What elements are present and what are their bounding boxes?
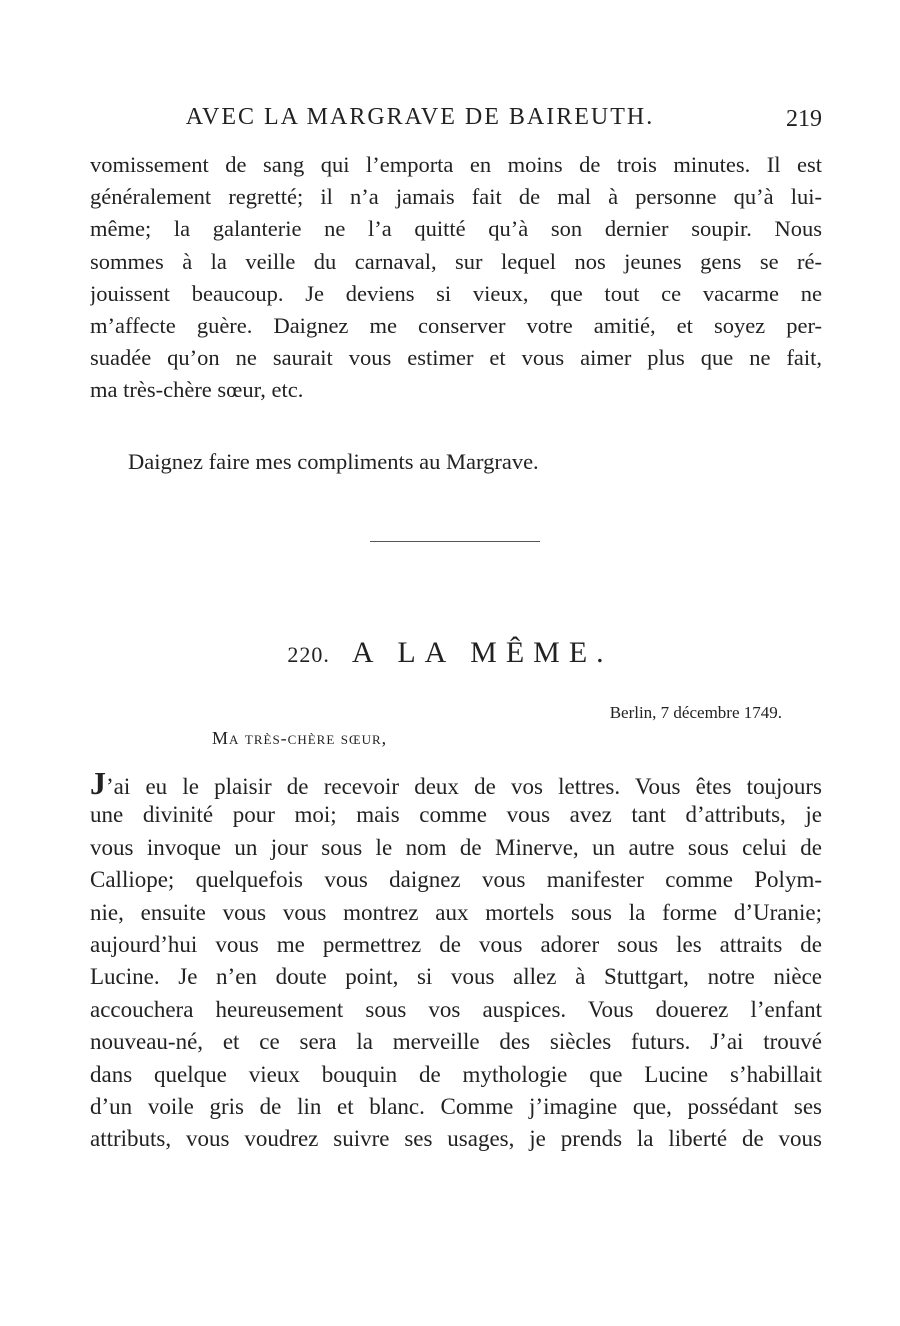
- letter-title: A LA MÊME.: [351, 636, 613, 669]
- text-line: Calliope; quelquefois vous daignez vous manifester comme Polym-: [90, 867, 822, 893]
- text-line-first: [90, 767, 822, 799]
- running-title: AVEC LA MARGRAVE DE BAIREUTH.: [185, 104, 655, 130]
- text-line: suadée qu’on ne saurait vous estimer et vous aimer plus que ne fait,: [90, 345, 822, 371]
- text-line: même; la galanterie ne l’a quitté qu’à son dernier soupir. Nous: [90, 216, 822, 242]
- paragraph-continued: [90, 149, 822, 407]
- text-line: nouveau-né, et ce sera la merveille des siècles futurs. J’ai trouvé: [90, 1029, 822, 1055]
- letter-number: 220.: [287, 642, 330, 667]
- text-line: ma très-chère sœur, etc.: [90, 377, 304, 403]
- text-line: une divinité pour moi; mais comme vous avez tant d’attributs, je: [90, 802, 822, 828]
- text-line: généralement regretté; il n’a jamais fait de mal à personne qu’à lui-: [90, 184, 822, 210]
- letter-body: [90, 767, 822, 1156]
- salutation: Ma très-chère sœur,: [212, 728, 388, 748]
- drop-cap: J: [90, 767, 106, 800]
- page-number: 219: [786, 106, 822, 132]
- dateline: Berlin, 7 décembre 1749.: [609, 703, 782, 722]
- text-line: Lucine. Je n’en doute point, si vous allez à Stuttgart, notre nièce: [90, 964, 822, 990]
- text-line: aujourd’hui vous me permettrez de vous adorer sous les attraits de: [90, 931, 822, 957]
- text-line: dans quelque vieux bouquin de mythologie que Lucine s’habillait: [90, 1061, 822, 1087]
- postscript: Daignez faire mes compliments au Margrave.: [128, 449, 539, 474]
- text-line: d’un voile gris de lin et blanc. Comme j’imagine que, possédant ses: [90, 1093, 822, 1119]
- text-line: vous invoque un jour sous le nom de Minerve, un autre sous celui de: [90, 834, 822, 860]
- text-line: jouissent beaucoup. Je deviens si vieux, que tout ce vacarme ne: [90, 280, 822, 306]
- text-line: attributs, vous voudrez suivre ses usages, je prends la liberté de vous: [90, 1126, 822, 1152]
- letter-heading: [0, 636, 900, 670]
- text-line: vomissement de sang qui l’emporta en moins de trois minutes. Il est: [90, 152, 822, 177]
- text-line: nie, ensuite vous vous montrez aux mortels sous la forme d’Uranie;: [90, 899, 822, 925]
- running-head: [90, 102, 822, 136]
- section-divider: [370, 541, 540, 542]
- text-line: sommes à la veille du carnaval, sur lequel nos jeunes gens se ré-: [90, 248, 822, 274]
- text-line: m’affecte guère. Daignez me conserver votre amitié, et soyez per-: [90, 312, 822, 338]
- text-line: accouchera heureusement sous vos auspices. Vous douerez l’enfant: [90, 996, 822, 1022]
- first-line-text: ’ai eu le plaisir de recevoir deux de vos lettres. Vous êtes toujours: [106, 774, 822, 799]
